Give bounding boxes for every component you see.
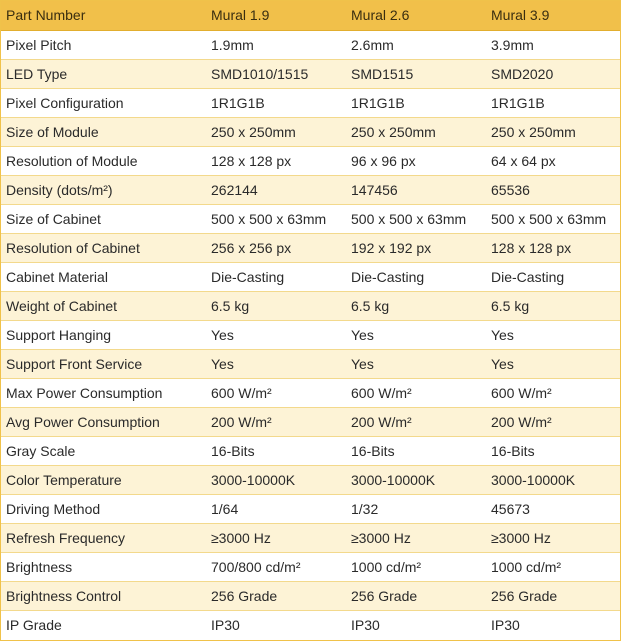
mural-2-6-cell: 1R1G1B — [345, 88, 485, 117]
spec-name-cell: Support Hanging — [1, 320, 205, 349]
table-header-row — [1, 1, 620, 30]
header-mural-1-9: Mural 1.9 — [205, 1, 345, 30]
mural-3-9-cell: 65536 — [485, 175, 620, 204]
mural-1-9-cell: 256 x 256 px — [205, 233, 345, 262]
spec-name-cell: Pixel Pitch — [1, 30, 205, 59]
mural-1-9-cell: 1.9mm — [205, 30, 345, 59]
spec-name-cell: Max Power Consumption — [1, 378, 205, 407]
mural-2-6-cell: 192 x 192 px — [345, 233, 485, 262]
mural-3-9-cell: IP30 — [485, 610, 620, 639]
mural-1-9-cell: Die-Casting — [205, 262, 345, 291]
mural-2-6-cell: 500 x 500 x 63mm — [345, 204, 485, 233]
mural-1-9-cell: ≥3000 Hz — [205, 523, 345, 552]
mural-1-9-cell: 6.5 kg — [205, 291, 345, 320]
spec-name-cell: Refresh Frequency — [1, 523, 205, 552]
table-row — [1, 204, 620, 233]
mural-3-9-cell: 256 Grade — [485, 581, 620, 610]
spec-name-cell: Size of Module — [1, 117, 205, 146]
mural-3-9-cell: 500 x 500 x 63mm — [485, 204, 620, 233]
spec-name-cell: Resolution of Cabinet — [1, 233, 205, 262]
mural-3-9-cell: 250 x 250mm — [485, 117, 620, 146]
mural-1-9-cell: Yes — [205, 320, 345, 349]
mural-1-9-cell: 16-Bits — [205, 436, 345, 465]
mural-3-9-cell: Yes — [485, 349, 620, 378]
mural-2-6-cell: Die-Casting — [345, 262, 485, 291]
spec-name-cell: Pixel Configuration — [1, 88, 205, 117]
mural-1-9-cell: SMD1010/1515 — [205, 59, 345, 88]
table-row — [1, 349, 620, 378]
table-row — [1, 407, 620, 436]
table-row — [1, 320, 620, 349]
mural-1-9-cell: 256 Grade — [205, 581, 345, 610]
table-row — [1, 523, 620, 552]
mural-2-6-cell: 2.6mm — [345, 30, 485, 59]
spec-name-cell: Size of Cabinet — [1, 204, 205, 233]
mural-2-6-cell: Yes — [345, 320, 485, 349]
mural-2-6-cell: 600 W/m² — [345, 378, 485, 407]
mural-1-9-cell: 600 W/m² — [205, 378, 345, 407]
mural-2-6-cell: 6.5 kg — [345, 291, 485, 320]
mural-1-9-cell: 250 x 250mm — [205, 117, 345, 146]
table-body — [1, 30, 620, 639]
mural-2-6-cell: 16-Bits — [345, 436, 485, 465]
spec-name-cell: Support Front Service — [1, 349, 205, 378]
table-row — [1, 233, 620, 262]
mural-2-6-cell: ≥3000 Hz — [345, 523, 485, 552]
header-mural-2-6: Mural 2.6 — [345, 1, 485, 30]
mural-1-9-cell: 700/800 cd/m² — [205, 552, 345, 581]
mural-1-9-cell: IP30 — [205, 610, 345, 639]
mural-3-9-cell: 200 W/m² — [485, 407, 620, 436]
spec-name-cell: Resolution of Module — [1, 146, 205, 175]
spec-name-cell: Cabinet Material — [1, 262, 205, 291]
mural-2-6-cell: 96 x 96 px — [345, 146, 485, 175]
mural-3-9-cell: 1000 cd/m² — [485, 552, 620, 581]
mural-3-9-cell: 6.5 kg — [485, 291, 620, 320]
mural-2-6-cell: 1/32 — [345, 494, 485, 523]
table-row — [1, 30, 620, 59]
table-row — [1, 581, 620, 610]
table-row — [1, 117, 620, 146]
spec-name-cell: Gray Scale — [1, 436, 205, 465]
spec-name-cell: Brightness Control — [1, 581, 205, 610]
mural-3-9-cell: 16-Bits — [485, 436, 620, 465]
header-part-number: Part Number — [1, 1, 205, 30]
mural-1-9-cell: 128 x 128 px — [205, 146, 345, 175]
spec-name-cell: Color Temperature — [1, 465, 205, 494]
spec-name-cell: Brightness — [1, 552, 205, 581]
spec-name-cell: Avg Power Consumption — [1, 407, 205, 436]
table-row — [1, 378, 620, 407]
table-row — [1, 88, 620, 117]
mural-3-9-cell: 45673 — [485, 494, 620, 523]
mural-2-6-cell: IP30 — [345, 610, 485, 639]
table-row — [1, 146, 620, 175]
table-row — [1, 262, 620, 291]
mural-1-9-cell: 500 x 500 x 63mm — [205, 204, 345, 233]
mural-1-9-cell: 1R1G1B — [205, 88, 345, 117]
table-row — [1, 610, 620, 639]
mural-2-6-cell: Yes — [345, 349, 485, 378]
mural-2-6-cell: 256 Grade — [345, 581, 485, 610]
table-row — [1, 494, 620, 523]
mural-1-9-cell: 1/64 — [205, 494, 345, 523]
mural-3-9-cell: Die-Casting — [485, 262, 620, 291]
table-row — [1, 552, 620, 581]
mural-2-6-cell: 147456 — [345, 175, 485, 204]
spec-name-cell: LED Type — [1, 59, 205, 88]
mural-1-9-cell: Yes — [205, 349, 345, 378]
table-row — [1, 436, 620, 465]
mural-3-9-cell: Yes — [485, 320, 620, 349]
table-row — [1, 175, 620, 204]
mural-2-6-cell: SMD1515 — [345, 59, 485, 88]
mural-2-6-cell: 1000 cd/m² — [345, 552, 485, 581]
mural-2-6-cell: 250 x 250mm — [345, 117, 485, 146]
mural-3-9-cell: 1R1G1B — [485, 88, 620, 117]
mural-3-9-cell: ≥3000 Hz — [485, 523, 620, 552]
mural-3-9-cell: 3000-10000K — [485, 465, 620, 494]
spec-name-cell: Density (dots/m²) — [1, 175, 205, 204]
spec-name-cell: Driving Method — [1, 494, 205, 523]
spec-name-cell: IP Grade — [1, 610, 205, 639]
mural-3-9-cell: 64 x 64 px — [485, 146, 620, 175]
spec-name-cell: Weight of Cabinet — [1, 291, 205, 320]
mural-3-9-cell: 600 W/m² — [485, 378, 620, 407]
table-row — [1, 465, 620, 494]
mural-2-6-cell: 200 W/m² — [345, 407, 485, 436]
mural-1-9-cell: 200 W/m² — [205, 407, 345, 436]
mural-3-9-cell: 3.9mm — [485, 30, 620, 59]
spec-table — [1, 1, 620, 639]
mural-2-6-cell: 3000-10000K — [345, 465, 485, 494]
table-row — [1, 291, 620, 320]
table-row — [1, 59, 620, 88]
mural-3-9-cell: 128 x 128 px — [485, 233, 620, 262]
mural-1-9-cell: 262144 — [205, 175, 345, 204]
mural-1-9-cell: 3000-10000K — [205, 465, 345, 494]
mural-3-9-cell: SMD2020 — [485, 59, 620, 88]
header-mural-3-9: Mural 3.9 — [485, 1, 620, 30]
